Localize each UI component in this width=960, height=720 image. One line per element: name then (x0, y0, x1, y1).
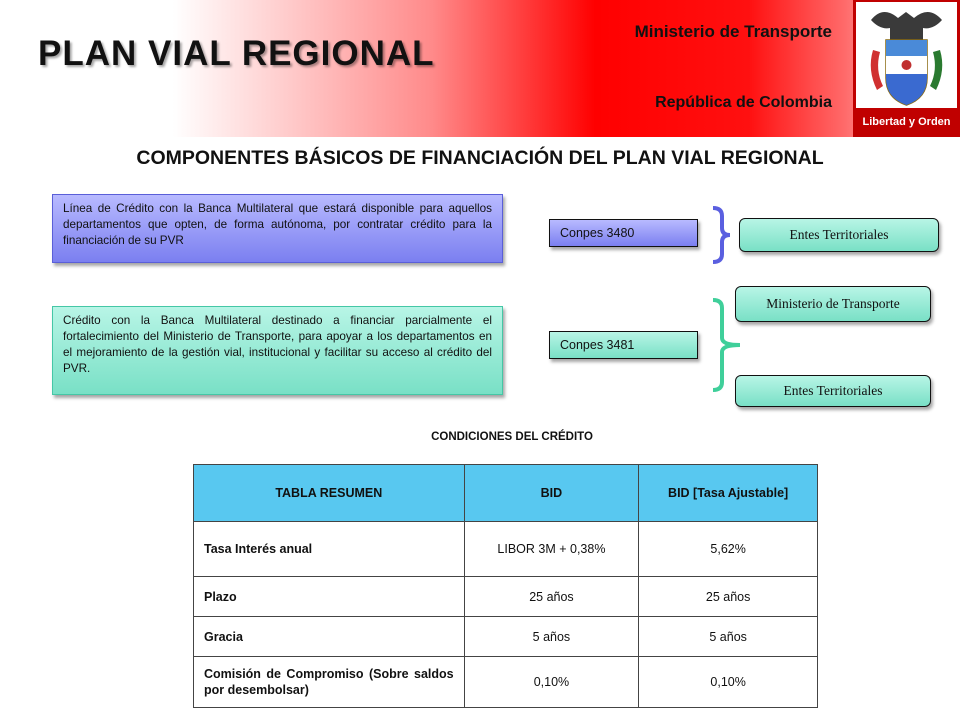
page-title: PLAN VIAL REGIONAL (38, 34, 435, 73)
ministerio-transporte-target: Ministerio de Transporte (735, 286, 931, 322)
conpes-3480-label: Conpes 3480 (549, 219, 698, 247)
row-value-bid-ajustable: 5 años (639, 617, 818, 657)
header-bid: BID (464, 465, 639, 522)
section-title: COMPONENTES BÁSICOS DE FINANCIACIÓN DEL PLAN VIAL REGIONAL (136, 147, 824, 169)
row-label: Plazo (194, 577, 465, 617)
summary-table (193, 464, 818, 708)
entes-territoriales-target-1: Entes Territoriales (739, 218, 939, 252)
crest-motto: Libertad y Orden (862, 116, 951, 128)
table-row (194, 522, 818, 577)
republic-label: República de Colombia (655, 94, 832, 111)
header-bid-ajustable: BID [Tasa Ajustable] (639, 465, 818, 522)
credit-line-description: Línea de Crédito con la Banca Multilateral que estará disponible para aquellos departamentos que opten, de forma autónoma, por contratar crédito para la financiación de su PVR (52, 194, 503, 263)
row-value-bid-ajustable: 25 años (639, 577, 818, 617)
row-value-bid: 5 años (464, 617, 639, 657)
coat-of-arms-icon (853, 0, 960, 137)
table-row (194, 657, 818, 708)
row-label: Gracia (194, 617, 465, 657)
row-value-bid-ajustable: 5,62% (639, 522, 818, 577)
bracket-green-icon (713, 300, 740, 390)
ministry-label: Ministerio de Transporte (634, 22, 832, 41)
conditions-title: CONDICIONES DEL CRÉDITO (431, 431, 593, 443)
entes-territoriales-target-2: Entes Territoriales (735, 375, 931, 407)
table-header-row (194, 465, 818, 522)
table-row (194, 617, 818, 657)
row-value-bid: LIBOR 3M + 0,38% (464, 522, 639, 577)
row-value-bid-ajustable: 0,10% (639, 657, 818, 708)
row-value-bid: 0,10% (464, 657, 639, 708)
table-row (194, 577, 818, 617)
row-label: Tasa Interés anual (194, 522, 465, 577)
row-value-bid: 25 años (464, 577, 639, 617)
credit-strengthening-description: Crédito con la Banca Multilateral destinado a financiar parcialmente el fortalecimiento del Ministerio de Transporte, para apoyar a los departamentos en el mejoramiento de la gestión vial, institucional y facilitar su acceso al crédito del PVR. (52, 306, 503, 395)
conpes-3481-label: Conpes 3481 (549, 331, 698, 359)
row-label: Comisión de Compromiso (Sobre saldos por desembolsar) (194, 657, 465, 708)
header-tabla-resumen: TABLA RESUMEN (194, 465, 465, 522)
header-banner (0, 0, 960, 137)
bracket-blue-icon (713, 208, 730, 262)
bracket-connectors (700, 200, 760, 410)
